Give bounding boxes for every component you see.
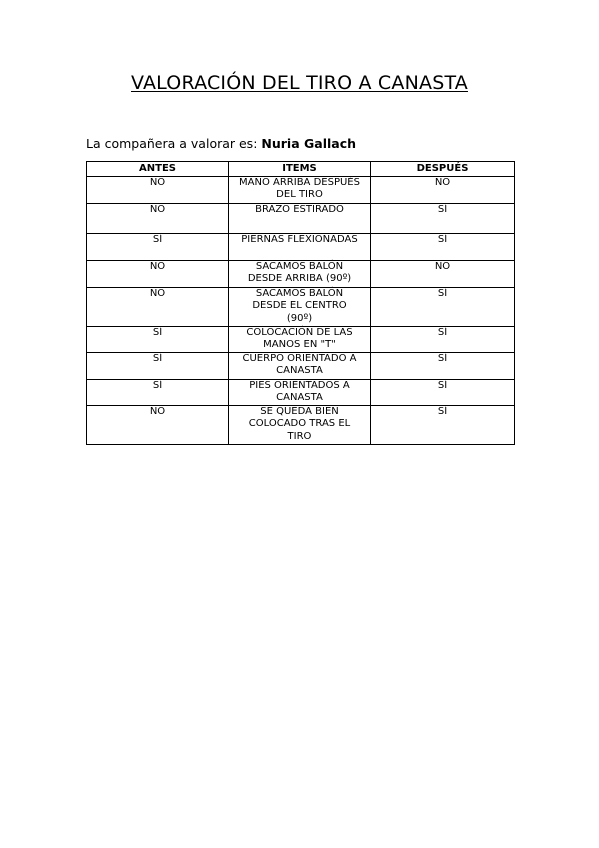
- cell-despues: NO: [371, 176, 515, 203]
- document-title: VALORACIÓN DEL TIRO A CANASTA: [131, 72, 468, 94]
- subject-name: Nuria Gallach: [261, 136, 357, 151]
- cell-antes: NO: [87, 287, 229, 326]
- table-header-row: [87, 162, 515, 177]
- table-row: [87, 203, 515, 233]
- cell-despues: SÍ: [371, 203, 515, 233]
- table-row: [87, 379, 515, 405]
- cell-antes: NO: [87, 176, 229, 203]
- cell-despues: SÍ: [371, 405, 515, 444]
- cell-item: SACAMOS BALÓN DESDE ARRIBA (90º): [229, 260, 371, 287]
- cell-item: MANO ARRIBA DESPUÉS DEL TIRO: [229, 176, 371, 203]
- cell-antes: SÍ: [87, 233, 229, 260]
- cell-item: CUERPO ORIENTADO A CANASTA: [229, 352, 371, 379]
- cell-item: PIERNAS FLEXIONADAS: [229, 233, 371, 260]
- cell-item: COLOCACIÓN DE LAS MANOS EN "T": [229, 326, 371, 352]
- cell-despues: SÍ: [371, 379, 515, 405]
- cell-despues: SÍ: [371, 287, 515, 326]
- cell-antes: SÍ: [87, 326, 229, 352]
- subject-label: La compañera a valorar es:: [86, 136, 258, 151]
- table-row: [87, 233, 515, 260]
- cell-antes: NO: [87, 405, 229, 444]
- header-despues: DESPUÉS: [371, 162, 515, 177]
- cell-item: SACAMOS BALÓN DESDE EL CENTRO (90º): [229, 287, 371, 326]
- cell-item: PIES ORIENTADOS A CANASTA: [229, 379, 371, 405]
- cell-despues: SÍ: [371, 352, 515, 379]
- table-row: [87, 352, 515, 379]
- table-row: [87, 176, 515, 203]
- table-row: [87, 287, 515, 326]
- cell-despues: SÍ: [371, 326, 515, 352]
- table-row: [87, 405, 515, 444]
- header-items: ITEMS: [229, 162, 371, 177]
- cell-despues: SÍ: [371, 233, 515, 260]
- table-row: [87, 260, 515, 287]
- cell-antes: NO: [87, 260, 229, 287]
- cell-antes: NO: [87, 203, 229, 233]
- cell-despues: NO: [371, 260, 515, 287]
- cell-antes: SÍ: [87, 379, 229, 405]
- header-antes: ANTES: [87, 162, 229, 177]
- subject-line: [86, 136, 356, 151]
- table-row: [87, 326, 515, 352]
- assessment-table: [86, 161, 515, 445]
- cell-item: BRAZO ESTIRADO: [229, 203, 371, 233]
- cell-antes: SÍ: [87, 352, 229, 379]
- cell-item: SE QUEDA BIEN COLOCADO TRAS EL TIRO: [229, 405, 371, 444]
